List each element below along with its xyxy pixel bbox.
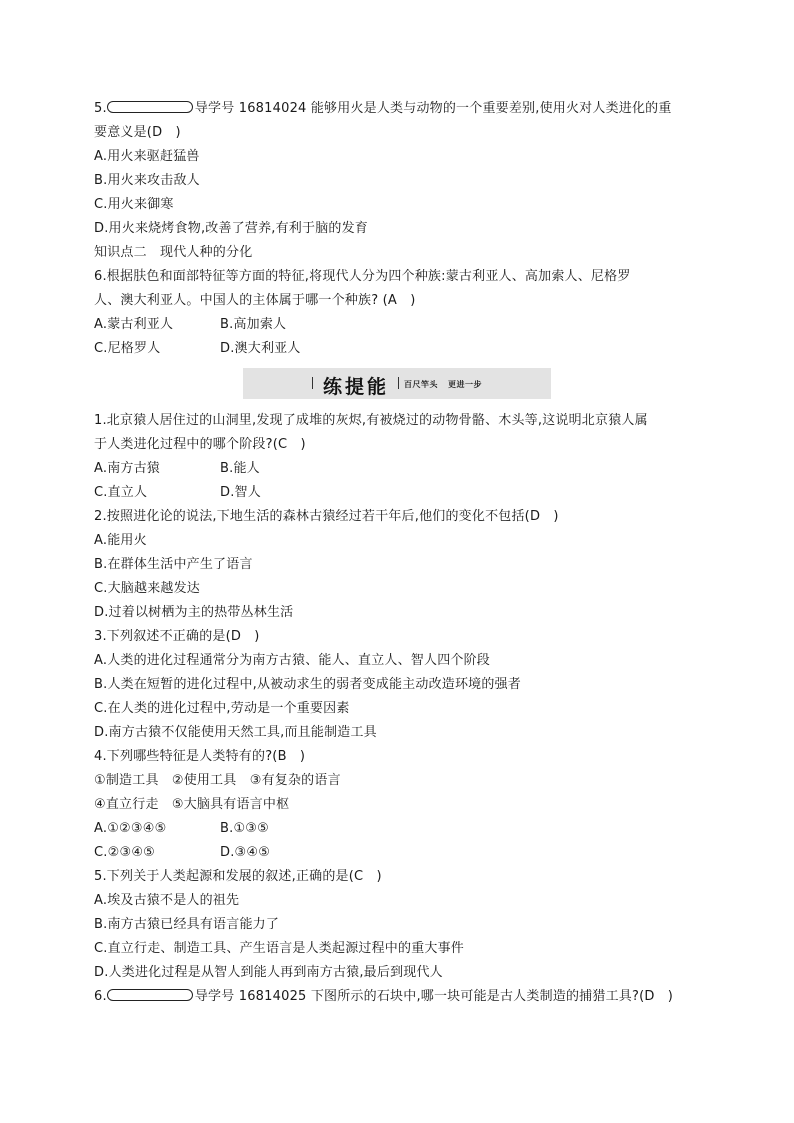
option-a: A.蒙古利亚人 — [94, 317, 174, 332]
knowledge-point-heading: 知识点二 现代人种的分化 — [94, 245, 253, 260]
option-d: D.③④⑤ — [220, 845, 271, 860]
banner-divider — [398, 377, 399, 389]
practice-1-line-1: 1.北京猿人居住过的山洞里,发现了成堆的灰烬,有被烧过的动物骨骼、木头等,这说明北京猿人属 — [94, 413, 648, 428]
option-a: A.①②③④⑤ — [94, 821, 167, 836]
practice-3-stem: 3.下列叙述不正确的是(D ) — [94, 629, 260, 644]
practice-4-items-1: ①制造工具 ②使用工具 ③有复杂的语言 — [94, 773, 341, 788]
option-b: B.南方古猿已经具有语言能力了 — [94, 917, 280, 932]
banner-title: 练提能 — [323, 376, 390, 398]
question-stem: 导学号 16814024 能够用火是人类与动物的一个重要差别,使用火对人类进化的重 — [194, 101, 672, 116]
section-banner — [243, 368, 551, 399]
question-6-line-1: 6.根据肤色和面部特征等方面的特征,将现代人分为四个种族:蒙古利亚人、高加索人、尼格罗 — [94, 269, 631, 284]
option-c: C.尼格罗人 — [94, 341, 161, 356]
question-number: 6. — [94, 989, 107, 1004]
option-d: D.澳大利亚人 — [220, 341, 301, 356]
practice-4-items-2: ④直立行走 ⑤大脑具有语言中枢 — [94, 797, 290, 812]
option-b: B.高加索人 — [220, 317, 287, 332]
option-d: D.过着以树栖为主的热带丛林生活 — [94, 605, 294, 620]
banner-subtitle-part-2: 更进一步 — [448, 380, 482, 389]
option-c: C.②③④⑤ — [94, 845, 156, 860]
option-a: A.南方古猿 — [94, 461, 160, 476]
practice-4-stem: 4.下列哪些特征是人类特有的?(B ) — [94, 749, 306, 764]
option-c: C.直立人 — [94, 485, 148, 500]
answer-blank — [107, 989, 193, 1001]
practice-2-stem: 2.按照进化论的说法,下地生活的森林古猿经过若干年后,他们的变化不包括(D ) — [94, 509, 559, 524]
answer-blank — [107, 101, 193, 113]
practice-5-stem: 5.下列关于人类起源和发展的叙述,正确的是(C ) — [94, 869, 382, 884]
option-c: C.用火来御寒 — [94, 197, 174, 212]
option-a: A.埃及古猿不是人的祖先 — [94, 893, 240, 908]
banner-subtitle-part-1: 百尺竿头 — [404, 380, 438, 389]
option-b: B.能人 — [220, 461, 260, 476]
practice-1-line-2: 于人类进化过程中的哪个阶段?(C ) — [94, 437, 306, 452]
option-a: A.用火来驱赶猛兽 — [94, 149, 200, 164]
option-d: D.智人 — [220, 485, 261, 500]
option-d: D.用火来烧烤食物,改善了营养,有利于脑的发育 — [94, 221, 369, 236]
question-5-line-2: 要意义是(D ) — [94, 125, 181, 140]
option-b: B.人类在短暂的进化过程中,从被动求生的弱者变成能主动改造环境的强者 — [94, 677, 521, 692]
option-d: D.南方古猿不仅能使用天然工具,而且能制造工具 — [94, 725, 377, 740]
option-b: B.用火来攻击敌人 — [94, 173, 200, 188]
question-stem: 导学号 16814025 下图所示的石块中,哪一块可能是古人类制造的捕猎工具?(D ) — [194, 989, 674, 1004]
option-d: D.人类进化过程是从智人到能人再到南方古猿,最后到现代人 — [94, 965, 443, 980]
question-5-line-1 — [94, 101, 672, 117]
option-c: C.在人类的进化过程中,劳动是一个重要因素 — [94, 701, 350, 716]
practice-6-line — [94, 989, 673, 1005]
option-c: C.大脑越来越发达 — [94, 581, 201, 596]
question-6-line-2: 人、澳大利亚人。中国人的主体属于哪一个种族? (A ) — [94, 293, 416, 308]
option-a: A.能用火 — [94, 533, 147, 548]
option-a: A.人类的进化过程通常分为南方古猿、能人、直立人、智人四个阶段 — [94, 653, 490, 668]
banner-left-bar — [312, 377, 313, 389]
question-number: 5. — [94, 101, 107, 116]
option-b: B.在群体生活中产生了语言 — [94, 557, 253, 572]
option-c: C.直立行走、制造工具、产生语言是人类起源过程中的重大事件 — [94, 941, 465, 956]
option-b: B.①③⑤ — [220, 821, 270, 836]
banner-subtitle — [404, 379, 492, 390]
